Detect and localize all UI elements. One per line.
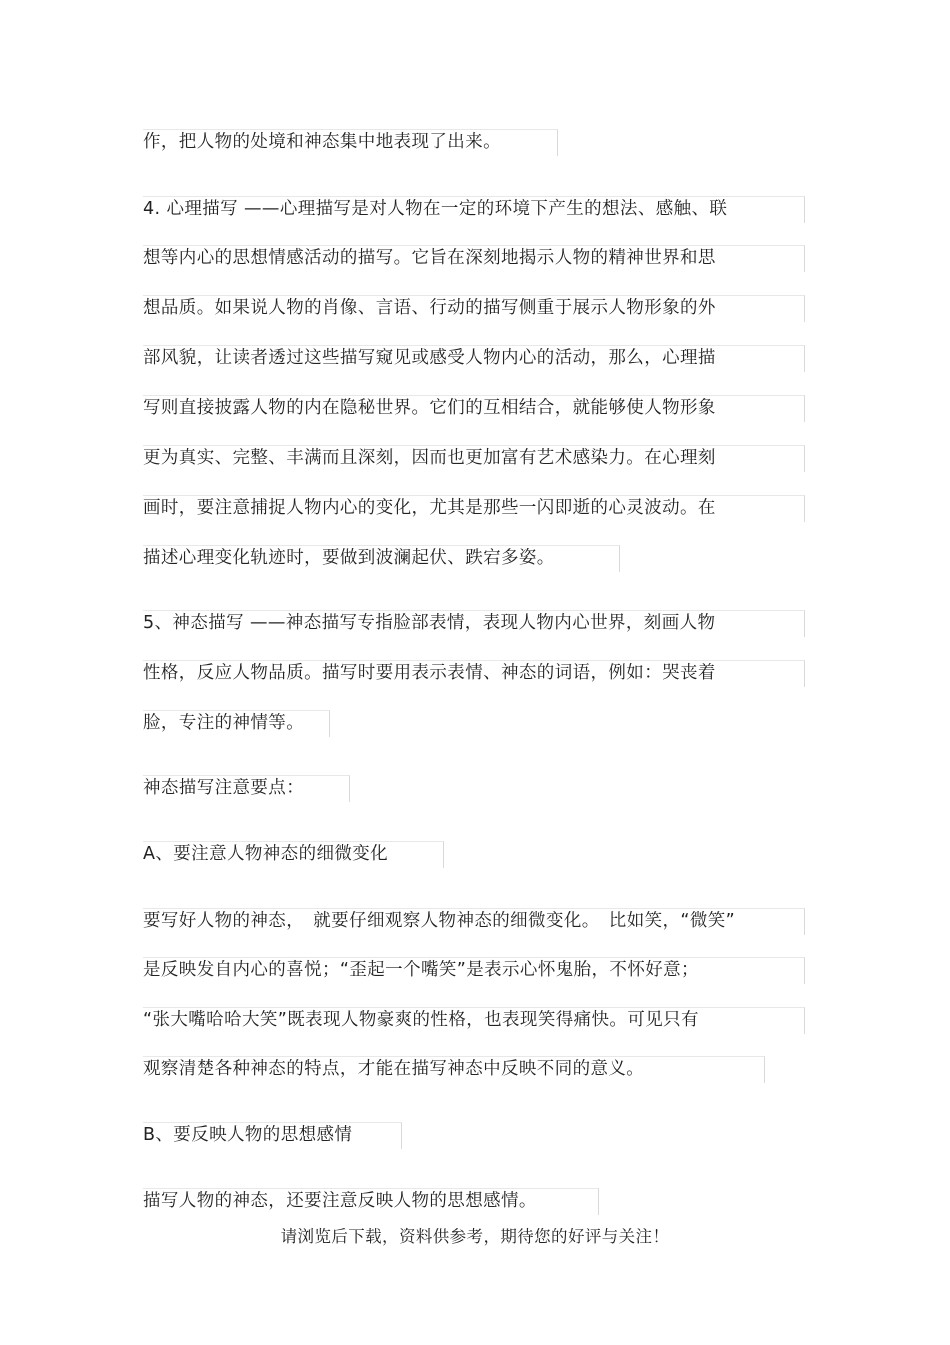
paragraph-line: 要写好人物的神态， 就要仔细观察人物神态的细微变化。 比如笑，“微笑”	[143, 911, 736, 931]
paragraph-line: “张大嘴哈哈大笑”既表现人物豪爽的性格，也表现笑得痛快。可见只有	[143, 1010, 699, 1030]
point-b-title: B、要反映人物的思想感情	[143, 1125, 353, 1145]
paragraph-line: 画时，要注意捕捉人物内心的变化，尤其是那些一闪即逝的心灵波动。在	[143, 498, 716, 518]
paragraph-line: 观察清楚各种神态的特点，才能在描写神态中反映不同的意义。	[143, 1059, 645, 1079]
paragraph-line: 性格，反应人物品质。描写时要用表示表情、神态的词语，例如：哭丧着	[143, 663, 716, 683]
paragraph-line: 想等内心的思想情感活动的描写。它旨在深刻地揭示人物的精神世界和思	[143, 248, 716, 268]
paragraph-line: 作，把人物的处境和神态集中地表现了出来。	[143, 132, 501, 152]
paragraph-line: 想品质。如果说人物的肖像、言语、行动的描写侧重于展示人物形象的外	[143, 298, 716, 318]
paragraph-line: 更为真实、完整、丰满而且深刻，因而也更加富有艺术感染力。在心理刻	[143, 448, 716, 468]
paragraph-line: 是反映发自内心的喜悦；“歪起一个嘴笑”是表示心怀鬼胎，不怀好意；	[143, 960, 699, 980]
paragraph-line: 脸，专注的神情等。	[143, 713, 305, 733]
paragraph-line: 描述心理变化轨迹时，要做到波澜起伏、跌宕多姿。	[143, 548, 555, 568]
point-a-title: A、要注意人物神态的细微变化	[143, 844, 389, 864]
heading-psychology: 4. 心理描写 ——心理描写是对人物在一定的环境下产生的想法、感触、联	[143, 199, 728, 219]
heading-expression: 5、神态描写 ——神态描写专指脸部表情，表现人物内心世界，刻画人物	[143, 613, 716, 633]
paragraph-line: 描写人物的神态，还要注意反映人物的思想感情。	[143, 1191, 537, 1211]
section-title: 神态描写注意要点：	[143, 778, 305, 798]
paragraph-line: 写则直接披露人物的内在隐秘世界。它们的互相结合，就能够使人物形象	[143, 398, 716, 418]
paragraph-line: 部风貌，让读者透过这些描写窥见或感受人物内心的活动，那么，心理描	[143, 348, 716, 368]
footer-note: 请浏览后下载，资料供参考，期待您的好评与关注！	[280, 1227, 670, 1246]
